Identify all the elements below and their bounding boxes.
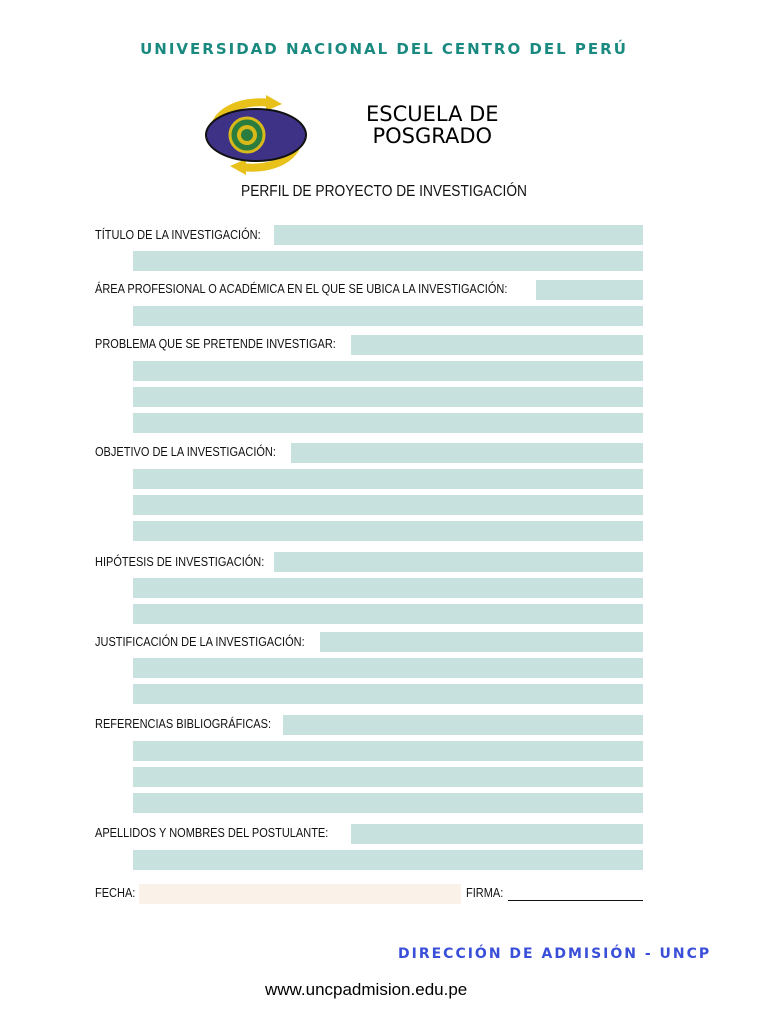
field-objetivo-3[interactable] — [133, 495, 643, 515]
field-problema-4[interactable] — [133, 413, 643, 433]
label-problema: PROBLEMA QUE SE PRETENDE INVESTIGAR: — [95, 337, 336, 351]
field-hipotesis-2[interactable] — [133, 578, 643, 598]
field-justificacion-2[interactable] — [133, 658, 643, 678]
label-justificacion: JUSTIFICACIÓN DE LA INVESTIGACIÓN: — [95, 635, 305, 649]
field-area-2[interactable] — [133, 306, 643, 326]
label-objetivo: OBJETIVO DE LA INVESTIGACIÓN: — [95, 445, 276, 459]
posgrado-logo — [200, 95, 312, 175]
label-referencias: REFERENCIAS BIBLIOGRÁFICAS: — [95, 717, 272, 731]
form-title: PERFIL DE PROYECTO DE INVESTIGACIÓN — [241, 183, 527, 200]
field-fecha[interactable] — [139, 884, 461, 904]
footer-direction: DIRECCIÓN DE ADMISIÓN - UNCP — [398, 946, 712, 962]
field-referencias-3[interactable] — [133, 767, 643, 787]
school-name-line2: POSGRADO — [372, 124, 493, 148]
field-problema-1[interactable] — [351, 335, 643, 355]
field-problema-3[interactable] — [133, 387, 643, 407]
signature-line[interactable] — [508, 900, 643, 901]
field-problema-2[interactable] — [133, 361, 643, 381]
field-objetivo-2[interactable] — [133, 469, 643, 489]
field-titulo-2[interactable] — [133, 251, 643, 271]
field-objetivo-4[interactable] — [133, 521, 643, 541]
school-name — [366, 103, 499, 147]
label-area: ÁREA PROFESIONAL O ACADÉMICA EN EL QUE SE UBICA LA INVESTIGACIÓN: — [95, 282, 508, 296]
field-referencias-2[interactable] — [133, 741, 643, 761]
school-name-line1: ESCUELA DE — [366, 102, 499, 126]
label-postulante: APELLIDOS Y NOMBRES DEL POSTULANTE: — [95, 826, 329, 840]
field-postulante-1[interactable] — [351, 824, 643, 844]
field-hipotesis-1[interactable] — [274, 552, 643, 572]
field-area-1[interactable] — [536, 280, 643, 300]
university-name: UNIVERSIDAD NACIONAL DEL CENTRO DEL PERÚ — [140, 40, 628, 58]
footer-website[interactable]: www.uncpadmision.edu.pe — [265, 980, 468, 999]
field-justificacion-3[interactable] — [133, 684, 643, 704]
field-referencias-1[interactable] — [283, 715, 643, 735]
field-postulante-2[interactable] — [133, 850, 643, 870]
field-referencias-4[interactable] — [133, 793, 643, 813]
label-hipotesis: HIPÓTESIS DE INVESTIGACIÓN: — [95, 555, 265, 569]
field-hipotesis-3[interactable] — [133, 604, 643, 624]
label-fecha: FECHA: — [95, 886, 136, 900]
label-firma: FIRMA: — [466, 886, 504, 900]
field-titulo-1[interactable] — [274, 225, 643, 245]
field-objetivo-1[interactable] — [291, 443, 643, 463]
label-titulo: TÍTULO DE LA INVESTIGACIÓN: — [95, 228, 261, 242]
field-justificacion-1[interactable] — [320, 632, 643, 652]
